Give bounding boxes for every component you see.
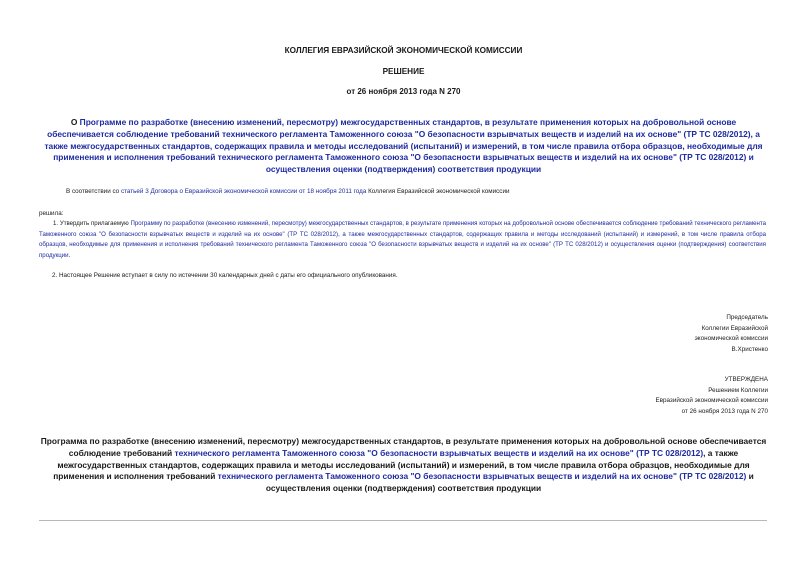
org-heading: КОЛЛЕГИЯ ЕВРАЗИЙСКОЙ ЭКОНОМИЧЕСКОЙ КОМИССИИ: [284, 46, 523, 55]
program-heading-text: , а также межгосударственных стандартов, содержащих правила и методы исследований (испытаний) и измерений, в том числе правила отбора образцов, необходимые для применения и исполнения требований: [53, 447, 750, 482]
doc-date-number: от 26 ноября 2013 года N 270: [346, 87, 461, 96]
document-title: [40, 117, 767, 176]
decided-label: решила:: [39, 210, 64, 217]
program-heading: [40, 436, 767, 495]
basis-pre-text: В соответствии со: [66, 188, 121, 195]
approval-line: от 26 ноября 2013 года N 270: [681, 407, 768, 415]
regulation-link[interactable]: технического регламента Таможенного союза "О безопасности взрывчатых веществ и изделий на их основе" (ТР ТС 028/2012): [217, 471, 747, 482]
approval-line: Решением Коллегии: [708, 386, 768, 394]
program-title-link[interactable]: Программе по разработке (внесению изменений, пересмотру) межгосударственных стандартов, в результате применения которых на добровольной основе обеспечивается соблюдение требований технического регламента Таможенного союза "О безопасности взрывчатых веществ и изделий на их основе" (ТР ТС 028/2012), а также межгосударственных стандартов, содержащих правила и методы исследований (испытаний) и измерений, в том числе правила отбора образцов, необходимые для применения и исполнения требований технического регламента Таможенного союза "О безопасности взрывчатых веществ и изделий на их основе" (ТР ТС 028/2012) и осуществления оценки (подтверждения) соответствия продукции: [44, 117, 763, 175]
doc-type-heading: РЕШЕНИЕ: [382, 67, 425, 76]
title-prefix: О: [70, 117, 80, 127]
divider: [39, 520, 767, 521]
approval-line: Евразийской экономической комиссии: [655, 397, 768, 404]
decision-item-1: [39, 219, 766, 261]
program-heading-text: Программа по разработке (внесению изменений, пересмотру) межгосударственных стандартов, в результате применения которых на добровольной основе обеспечивается соблюдение требований: [40, 436, 767, 458]
signature-line: Коллегии Евразийской: [701, 324, 768, 332]
approval-block: [655, 375, 768, 417]
basis-post-text: Коллегия Евразийской экономической комиссии: [366, 188, 510, 195]
signature-line: Председатель: [726, 314, 768, 321]
signature-line: экономической комиссии: [694, 335, 768, 342]
program-heading-text: и осуществления оценки (подтверждения) соответствия продукции: [265, 471, 754, 494]
legal-basis: [66, 188, 766, 195]
item1-post-text: .: [68, 251, 71, 259]
decision-item-2: 2. Настоящее Решение вступает в силу по истечении 30 календарных дней с даты его официального опубликования.: [52, 272, 398, 279]
program-link[interactable]: Программу по разработке (внесению изменений, пересмотру) межгосударственных стандартов, в результате применения которых на добровольной основе обеспечивается соблюдение требований технического регламента Таможенного союза "О безопасности взрывчатых веществ и изделий на их основе" (ТР ТС 028/2012), а также межгосударственных стандартов, содержащих правила и методы исследований (испытаний) и измерений, в том числе правила отбора образцов, необходимые для применения и исполнения требований технического регламента Таможенного союза "О безопасности взрывчатых веществ и изделий на их основе" (ТР ТС 028/2012) и осуществления оценки (подтверждения) соответствия продукции: [39, 220, 766, 259]
regulation-link[interactable]: технического регламента Таможенного союза "О безопасности взрывчатых веществ и изделий на их основе" (ТР ТС 028/2012): [174, 447, 704, 458]
approval-line: УТВЕРЖДЕНА: [724, 376, 768, 383]
signature-block: [695, 313, 768, 355]
signatory-name: В.Христенко: [731, 345, 768, 353]
treaty-article-link[interactable]: статьей 3 Договора о Евразийской экономической комиссии от 18 ноября 2011 года: [120, 188, 367, 195]
item1-pre-text: 1. Утвердить прилагаемую: [53, 220, 131, 227]
